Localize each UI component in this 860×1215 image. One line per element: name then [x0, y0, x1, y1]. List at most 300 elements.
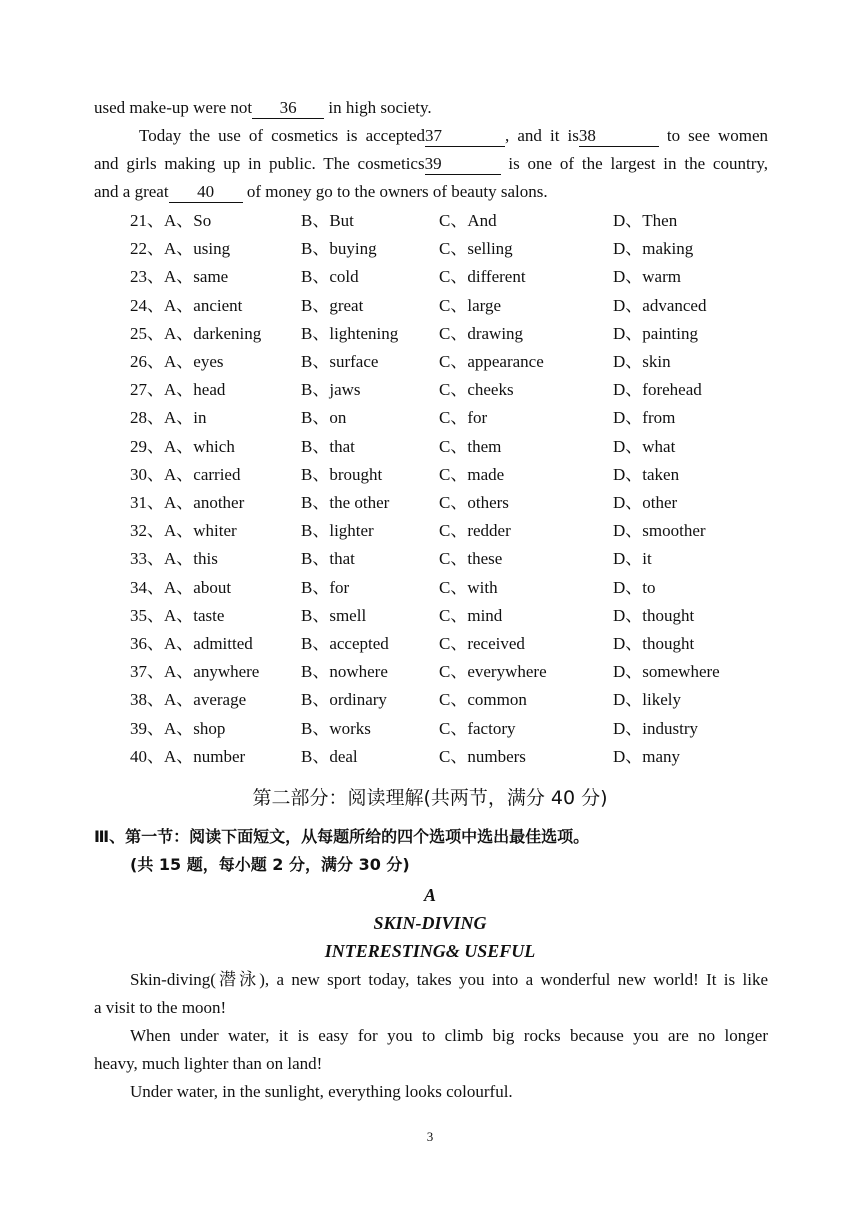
option-row — [130, 489, 770, 517]
option-letter: D、 — [613, 211, 643, 230]
question-number: 23 — [130, 267, 147, 287]
option-letter: D、 — [613, 718, 643, 738]
page-number: 3 — [426, 1129, 434, 1144]
option-text: taken — [642, 464, 680, 484]
question-number: 39 — [130, 718, 147, 738]
option-b — [301, 574, 349, 602]
option-a — [130, 404, 207, 432]
option-a — [130, 207, 211, 235]
text-segment: in high society. — [324, 98, 432, 117]
option-text: jaws — [329, 380, 361, 400]
option-letter: D、 — [613, 549, 643, 569]
option-text: another — [193, 493, 245, 512]
option-text: anywhere — [193, 662, 260, 682]
option-a — [130, 320, 261, 348]
question-number: 26 — [130, 352, 147, 371]
section1-instruction: Ⅲ、第一节：阅读下面短文，从每题所给的四个选项中选出最佳选项。 — [94, 827, 590, 846]
option-letter: B、 — [301, 521, 330, 541]
passage-title: SKIN-DIVING — [373, 913, 487, 933]
question-number: 25 — [130, 323, 147, 343]
option-text: to — [642, 577, 656, 597]
passage-subtitle: INTERESTING& USEFUL — [324, 941, 536, 961]
option-letter: D、 — [613, 690, 643, 710]
option-b — [301, 376, 361, 404]
option-d — [613, 376, 702, 404]
part2-heading: 第二部分：阅读理解(共两节，满分 40 分) — [252, 787, 608, 809]
option-text: these — [467, 549, 503, 569]
separator: 、 — [147, 408, 164, 428]
text-segment: to see women — [658, 126, 768, 145]
option-letter: C、 — [439, 493, 468, 512]
option-row — [130, 545, 770, 573]
separator: 、 — [147, 577, 164, 597]
option-d — [613, 715, 698, 743]
question-number: 21 — [130, 211, 147, 230]
blank-38: 38 — [579, 126, 659, 147]
option-letter: C、 — [439, 662, 468, 682]
option-text: appearance — [467, 352, 544, 371]
option-a — [130, 461, 240, 489]
option-d — [613, 235, 693, 263]
option-text: eyes — [193, 352, 224, 371]
option-letter: C、 — [439, 408, 468, 428]
question-number: 22 — [130, 239, 147, 259]
option-letter: A、 — [164, 380, 194, 400]
option-text: smoother — [642, 521, 706, 541]
option-row — [130, 376, 770, 404]
option-text: thought — [642, 634, 695, 653]
question-number: 28 — [130, 408, 147, 428]
option-text: about — [193, 577, 232, 597]
option-d — [613, 320, 698, 348]
option-row — [130, 348, 770, 376]
option-letter: C、 — [439, 718, 468, 738]
option-a — [130, 489, 244, 517]
option-d — [613, 292, 706, 320]
option-c — [439, 263, 526, 291]
question-number: 37 — [130, 662, 147, 682]
option-text: skin — [642, 352, 671, 371]
option-d — [613, 658, 720, 686]
option-letter: B、 — [301, 239, 330, 259]
option-text: other — [642, 493, 678, 512]
option-row — [130, 658, 770, 686]
separator: 、 — [147, 295, 164, 315]
option-letter: C、 — [439, 577, 468, 597]
option-letter: B、 — [301, 549, 330, 569]
option-b — [301, 715, 371, 743]
separator: 、 — [147, 718, 164, 738]
option-text: different — [467, 267, 526, 287]
option-text: nowhere — [329, 662, 388, 682]
option-c — [439, 517, 511, 545]
option-d — [613, 517, 706, 545]
separator: 、 — [147, 662, 164, 682]
option-letter: D、 — [613, 605, 643, 625]
option-text: So — [193, 211, 212, 230]
question-number: 30 — [130, 464, 147, 484]
option-letter: D、 — [613, 352, 643, 371]
option-c — [439, 376, 514, 404]
option-c — [439, 433, 501, 461]
option-letter: B、 — [301, 493, 330, 512]
option-a — [130, 292, 242, 320]
paragraph-1-line-1: Skin-diving(潜泳), a new sport today, takes you into a wonderful new world! It is like — [130, 970, 768, 989]
option-letter: B、 — [301, 634, 330, 653]
passage-letter: A — [423, 885, 436, 905]
option-d — [613, 207, 677, 235]
option-text: for — [467, 408, 488, 428]
option-text: buying — [329, 239, 377, 259]
option-a — [130, 630, 253, 658]
option-d — [613, 743, 680, 771]
option-c — [439, 489, 509, 517]
option-text: darkening — [193, 323, 262, 343]
option-letter: D、 — [613, 295, 643, 315]
option-a — [130, 658, 259, 686]
option-c — [439, 461, 504, 489]
option-letter: B、 — [301, 295, 330, 315]
option-text: same — [193, 267, 229, 287]
option-text: painting — [642, 323, 698, 343]
option-text: what — [642, 436, 676, 456]
option-c — [439, 658, 547, 686]
option-text: accepted — [329, 634, 389, 653]
option-c — [439, 715, 515, 743]
option-row — [130, 517, 770, 545]
option-text: cheeks — [467, 380, 514, 400]
option-text: which — [193, 436, 235, 456]
paragraph-3-line-1: Under water, in the sunlight, everything looks colourful. — [130, 1082, 513, 1101]
text-segment: and girls making up in public. The cosmetics — [94, 154, 425, 173]
option-text: taste — [193, 605, 225, 625]
text-segment: , and it is — [505, 126, 579, 145]
option-letter: A、 — [164, 634, 194, 653]
option-letter: C、 — [439, 380, 468, 400]
option-text: received — [467, 634, 525, 653]
separator: 、 — [147, 239, 164, 259]
option-b — [301, 602, 366, 630]
option-b — [301, 263, 359, 291]
option-letter: B、 — [301, 267, 330, 287]
separator: 、 — [147, 436, 164, 456]
option-b — [301, 686, 387, 714]
option-text: it — [642, 549, 652, 569]
option-letter: A、 — [164, 436, 194, 456]
option-row — [130, 743, 770, 771]
option-b — [301, 348, 378, 376]
option-text: somewhere — [642, 662, 720, 682]
option-text: making — [642, 239, 694, 259]
option-row — [130, 404, 770, 432]
option-d — [613, 630, 694, 658]
option-d — [613, 489, 677, 517]
option-c — [439, 320, 523, 348]
option-c — [439, 207, 497, 235]
option-b — [301, 743, 358, 771]
text-segment: Today the use of cosmetics is accepted — [139, 126, 426, 145]
option-text: mind — [467, 605, 503, 625]
question-number: 24 — [130, 295, 147, 315]
option-letter: A、 — [164, 323, 194, 343]
option-c — [439, 348, 544, 376]
option-letter: C、 — [439, 464, 468, 484]
question-number: 31 — [130, 493, 147, 512]
option-letter: C、 — [439, 239, 468, 259]
option-text: that — [329, 549, 355, 569]
option-text: likely — [642, 690, 681, 710]
text-segment: is one of the largest in the country, — [500, 154, 768, 173]
separator: 、 — [147, 634, 164, 653]
question-number: 27 — [130, 380, 147, 400]
option-row — [130, 630, 770, 658]
separator: 、 — [147, 746, 164, 766]
option-letter: B、 — [301, 746, 330, 766]
option-a — [130, 376, 225, 404]
option-letter: B、 — [301, 211, 330, 230]
option-letter: C、 — [439, 352, 468, 371]
option-text: common — [467, 690, 527, 710]
option-b — [301, 207, 354, 235]
option-b — [301, 404, 346, 432]
option-text: advanced — [642, 295, 707, 315]
question-number: 38 — [130, 690, 147, 710]
option-letter: D、 — [613, 746, 643, 766]
option-text: ordinary — [329, 690, 387, 710]
option-letter: D、 — [613, 323, 643, 343]
option-a — [130, 263, 228, 291]
option-letter: B、 — [301, 718, 330, 738]
option-a — [130, 574, 231, 602]
question-number: 34 — [130, 577, 147, 597]
option-letter: A、 — [164, 718, 194, 738]
option-b — [301, 545, 355, 573]
separator: 、 — [147, 380, 164, 400]
option-text: drawing — [467, 323, 524, 343]
option-row — [130, 602, 770, 630]
option-text: lighter — [329, 521, 374, 541]
option-text: industry — [642, 718, 699, 738]
option-letter: D、 — [613, 577, 643, 597]
option-letter: D、 — [613, 267, 643, 287]
option-letter: A、 — [164, 267, 194, 287]
separator: 、 — [147, 521, 164, 541]
option-text: whiter — [193, 521, 237, 541]
question-number: 33 — [130, 549, 147, 569]
option-text: large — [467, 295, 502, 315]
option-letter: C、 — [439, 323, 468, 343]
option-a — [130, 235, 230, 263]
option-text: And — [467, 211, 497, 230]
separator: 、 — [147, 464, 164, 484]
option-letter: B、 — [301, 690, 330, 710]
option-letter: B、 — [301, 577, 330, 597]
option-letter: B、 — [301, 662, 330, 682]
option-text: redder — [467, 521, 511, 541]
separator: 、 — [147, 323, 164, 343]
passage-line-3 — [94, 150, 768, 178]
option-a — [130, 433, 235, 461]
option-b — [301, 517, 374, 545]
option-text: forehead — [642, 380, 702, 400]
option-d — [613, 545, 652, 573]
option-letter: C、 — [439, 690, 468, 710]
option-c — [439, 574, 498, 602]
option-letter: C、 — [439, 267, 468, 287]
option-b — [301, 292, 363, 320]
option-row — [130, 433, 770, 461]
option-a — [130, 686, 246, 714]
separator: 、 — [147, 549, 164, 569]
option-text: deal — [329, 746, 358, 766]
option-text: selling — [467, 239, 513, 259]
option-text: the other — [329, 493, 390, 512]
option-letter: A、 — [164, 746, 194, 766]
option-d — [613, 686, 681, 714]
option-row — [130, 292, 770, 320]
question-number: 29 — [130, 436, 147, 456]
option-d — [613, 433, 675, 461]
option-letter: B、 — [301, 380, 330, 400]
option-letter: A、 — [164, 493, 194, 512]
option-b — [301, 235, 377, 263]
option-text: numbers — [467, 746, 526, 766]
question-number: 32 — [130, 521, 147, 541]
option-c — [439, 630, 525, 658]
option-letter: B、 — [301, 605, 330, 625]
option-letter: A、 — [164, 577, 194, 597]
option-text: head — [193, 380, 226, 400]
option-text: from — [642, 408, 676, 428]
option-c — [439, 545, 502, 573]
option-row — [130, 686, 770, 714]
option-text: for — [329, 577, 350, 597]
option-letter: B、 — [301, 464, 330, 484]
option-text: using — [193, 239, 231, 259]
option-text: with — [467, 577, 498, 597]
option-d — [613, 602, 694, 630]
option-text: this — [193, 549, 218, 569]
option-letter: C、 — [439, 605, 468, 625]
option-a — [130, 602, 224, 630]
paragraph-2-line-1: When under water, it is easy for you to climb big rocks because you are no longer — [130, 1026, 768, 1045]
option-text: factory — [467, 718, 516, 738]
option-text: in — [193, 408, 207, 428]
option-text: surface — [329, 352, 379, 371]
option-d — [613, 348, 671, 376]
option-text: everywhere — [467, 662, 547, 682]
option-text: others — [467, 493, 509, 512]
option-text: made — [467, 464, 505, 484]
option-d — [613, 574, 656, 602]
option-letter: D、 — [613, 464, 643, 484]
option-letter: B、 — [301, 408, 330, 428]
option-letter: A、 — [164, 239, 194, 259]
option-text: many — [642, 746, 681, 766]
option-a — [130, 348, 224, 376]
option-letter: B、 — [301, 323, 330, 343]
option-text: works — [329, 718, 371, 738]
option-a — [130, 517, 237, 545]
option-text: But — [329, 211, 354, 230]
option-letter: A、 — [164, 352, 194, 371]
option-letter: A、 — [164, 408, 194, 428]
option-text: brought — [329, 464, 383, 484]
option-row — [130, 320, 770, 348]
option-text: cold — [329, 267, 359, 287]
separator: 、 — [147, 493, 164, 512]
option-letter: D、 — [613, 436, 643, 456]
option-letter: D、 — [613, 521, 643, 541]
option-text: smell — [329, 605, 367, 625]
passage-line-2 — [139, 122, 768, 150]
option-c — [439, 404, 487, 432]
option-text: number — [193, 746, 246, 766]
separator: 、 — [147, 267, 164, 287]
separator: 、 — [147, 352, 164, 371]
option-text: shop — [193, 718, 226, 738]
option-letter: D、 — [613, 634, 643, 653]
option-b — [301, 433, 355, 461]
option-a — [130, 743, 245, 771]
option-text: thought — [642, 605, 695, 625]
option-d — [613, 461, 679, 489]
option-letter: A、 — [164, 464, 194, 484]
blank-37: 37 — [425, 126, 505, 147]
option-text: warm — [642, 267, 681, 287]
option-letter: D、 — [613, 408, 643, 428]
option-letter: B、 — [301, 436, 330, 456]
option-letter: C、 — [439, 634, 468, 653]
blank-40: 40 — [169, 182, 243, 203]
paragraph-2-line-2: heavy, much lighter than on land! — [94, 1054, 323, 1073]
section1-scoring: (共 15 题，每小题 2 分，满分 30 分) — [130, 855, 410, 874]
option-letter: A、 — [164, 662, 194, 682]
option-row — [130, 461, 770, 489]
option-letter: D、 — [613, 239, 643, 259]
paragraph-1-line-2: a visit to the moon! — [94, 998, 227, 1017]
blank-36: 36 — [252, 98, 324, 119]
option-row — [130, 574, 770, 602]
option-text: them — [467, 436, 502, 456]
question-number: 36 — [130, 634, 147, 653]
option-a — [130, 545, 218, 573]
option-letter: C、 — [439, 295, 468, 315]
option-text: Then — [642, 211, 678, 230]
separator: 、 — [147, 690, 164, 710]
option-b — [301, 658, 388, 686]
option-text: average — [193, 690, 247, 710]
option-a — [130, 715, 225, 743]
option-letter: C、 — [439, 746, 468, 766]
option-d — [613, 263, 681, 291]
option-c — [439, 292, 501, 320]
passage-line-4 — [94, 178, 768, 206]
option-letter: A、 — [164, 295, 194, 315]
option-text: that — [329, 436, 355, 456]
option-letter: A、 — [164, 521, 194, 541]
option-letter: C、 — [439, 211, 468, 230]
option-letter: D、 — [613, 662, 643, 682]
option-row — [130, 235, 770, 263]
option-letter: D、 — [613, 493, 643, 512]
option-letter: A、 — [164, 549, 194, 569]
option-letter: C、 — [439, 549, 468, 569]
option-text: ancient — [193, 295, 243, 315]
text-segment: of money go to the owners of beauty salons. — [242, 182, 548, 201]
option-row — [130, 263, 770, 291]
text-segment: and a great — [94, 182, 169, 201]
